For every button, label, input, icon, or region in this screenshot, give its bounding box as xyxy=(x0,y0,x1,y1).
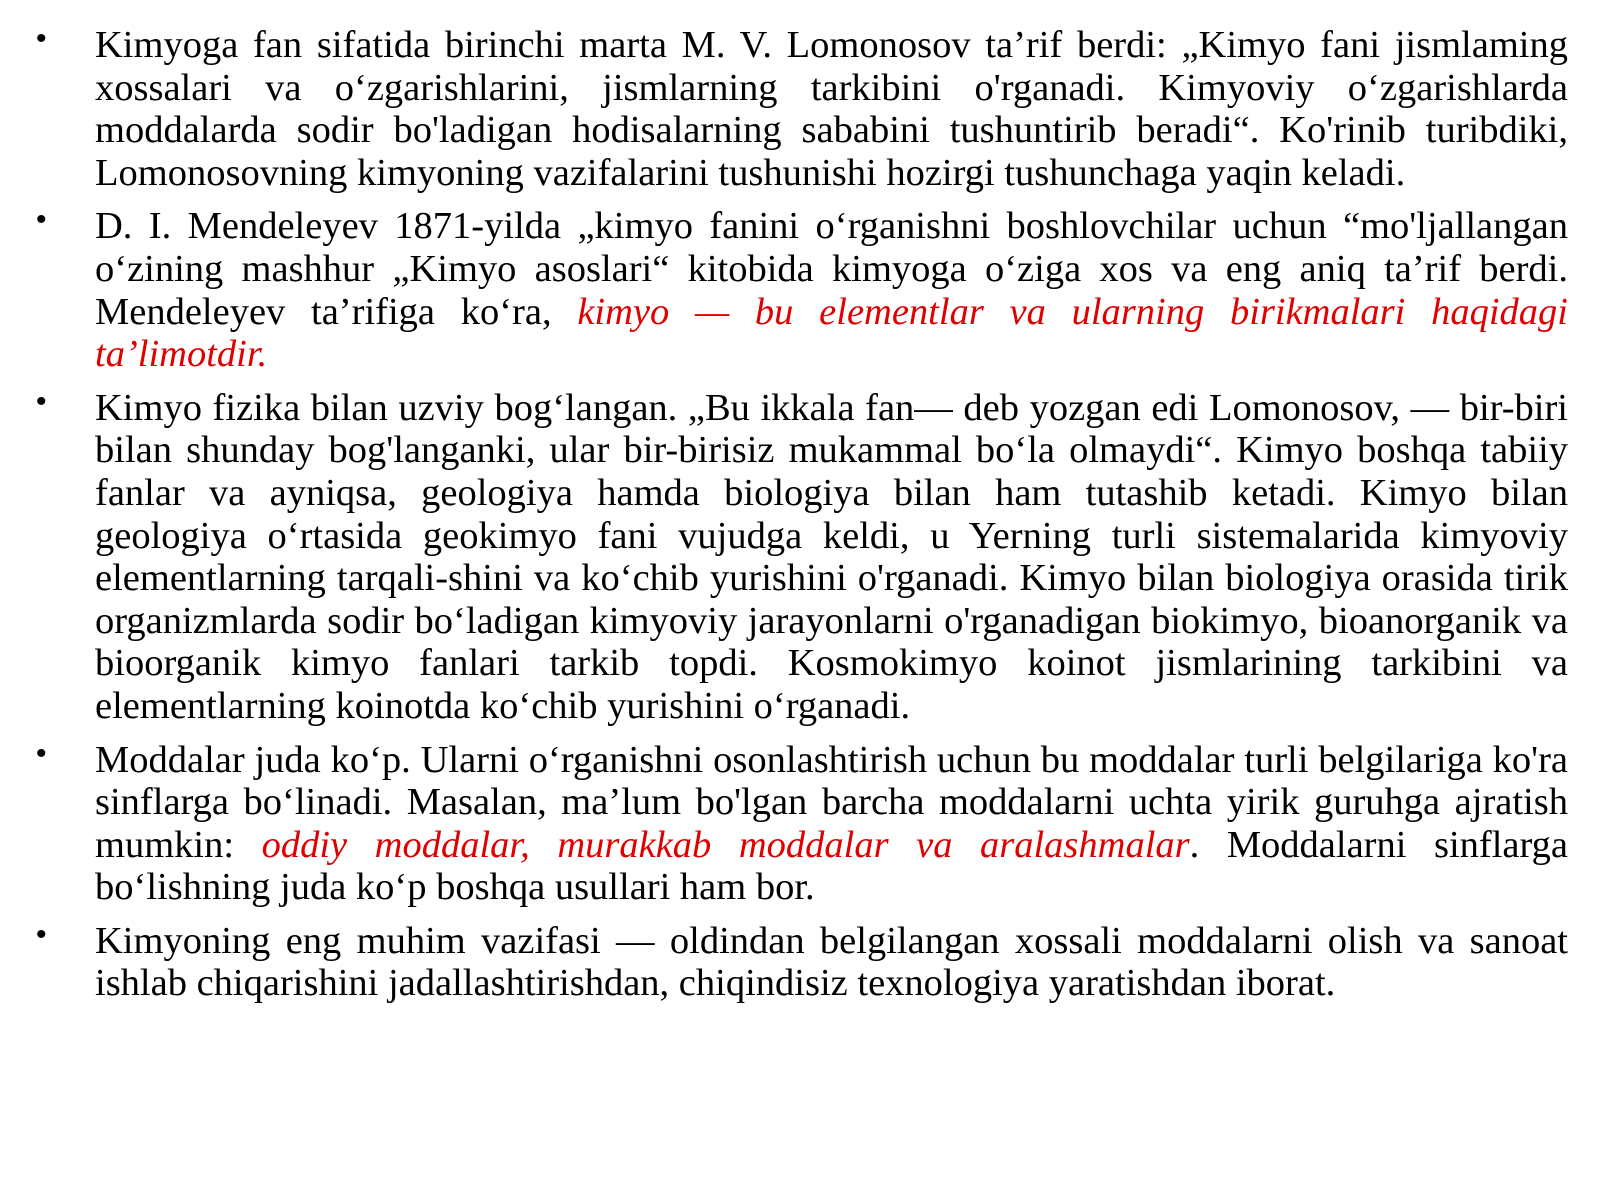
paragraph-text: Kimyoning eng muhim vazifasi — oldindan belgilangan xossali moddalarni olish va sanoat ishlab chiqarishini jadallashtirishdan, chiqindisiz texnologiya yaratishdan iborat. xyxy=(95,919,1568,1005)
bullet-dot-icon: • xyxy=(36,917,47,951)
bullet-item-main-task xyxy=(28,917,1568,1005)
highlighted-definition: kimyo — bu elementlar va ularning birikmalari haqidagi ta’limotdir. xyxy=(95,290,1568,376)
highlighted-substance-groups: oddiy moddalar, murakkab moddalar va aralashmalar xyxy=(261,823,1190,866)
bullet-dot-icon: • xyxy=(36,203,47,237)
bullet-item-lomonosov-definition xyxy=(28,24,1568,194)
paragraph-text: Kimyoga fan sifatida birinchi marta M. V. Lomonosov ta’rif berdi: „Kimyo fani jismlaming xossalari va o‘zgarishlarini, jismlarning tarkibini o'rganadi. Kimyoviy o‘zgarishlarda moddalarda sodir bo'ladigan hodisalarning sababini tushuntirib beradi“. Ko'rinib turibdiki, Lomonosovning kimyoning vazifalarini tushunishi hozirgi tushunchaga yaqin keladi. xyxy=(95,24,1568,194)
bullet-item-mendeleyev-definition xyxy=(28,205,1568,375)
bullet-item-substance-classes xyxy=(28,736,1568,909)
paragraph-text: D. I. Mendeleyev 1871-yilda „kimyo fanini o‘rganishni boshlovchilar uchun “mo'ljallangan o‘zining mashhur „Kimyo asoslari“ kitobida kimyoga o‘ziga xos va eng aniq ta’rif berdi. Mendeleyev ta’rifiga ko‘ra, xyxy=(95,205,1568,333)
bullet-dot-icon: • xyxy=(36,736,47,770)
bullet-list xyxy=(28,24,1568,1016)
paragraph-text-tail: . Moddalarni sinflarga bo‘lishning juda ko‘p boshqa usullari ham bor. xyxy=(95,823,1568,909)
bullet-dot-icon: • xyxy=(36,384,47,418)
bullet-item-related-sciences xyxy=(28,384,1568,728)
paragraph-text: Moddalar juda ko‘p. Ularni o‘rganishni osonlashtirish uchun bu moddalar turli belgilariga ko'ra sinflarga bo‘linadi. Masalan, ma’lum bo'lgan barcha moddalarni uchta yirik guruhga ajratish mumkin: xyxy=(95,738,1568,866)
bullet-dot-icon: • xyxy=(36,22,47,55)
paragraph-text: Kimyo fizika bilan uzviy bog‘langan. „Bu ikkala fan— deb yozgan edi Lomonosov, — bir-biri bilan shunday bog'langanki, ular bir-birisiz mukammal bo‘la olmaydi“. Kimyo boshqa tabiiy fanlar va ayniqsa, geologiya hamda biologiya bilan ham tutashib ketadi. Kimyo bilan geologiya o‘rtasida geokimyo fani vujudga keldi, u Yerning turli sistemalarida kimyoviy elementlarning tarqali-shini va ko‘chib yurishini o'rganadi. Kimyo bilan biologiya orasida tirik organizmlarda sodir bo‘ladigan kimyoviy jarayonlarni o'rganadigan biokimyo, bioanorganik va bioorganik kimyo fanlari tarkib topdi. Kosmokimyo koinot jismlarining tarkibini va elementlarning koinotda ko‘chib yurishini o‘rganadi. xyxy=(95,386,1568,727)
